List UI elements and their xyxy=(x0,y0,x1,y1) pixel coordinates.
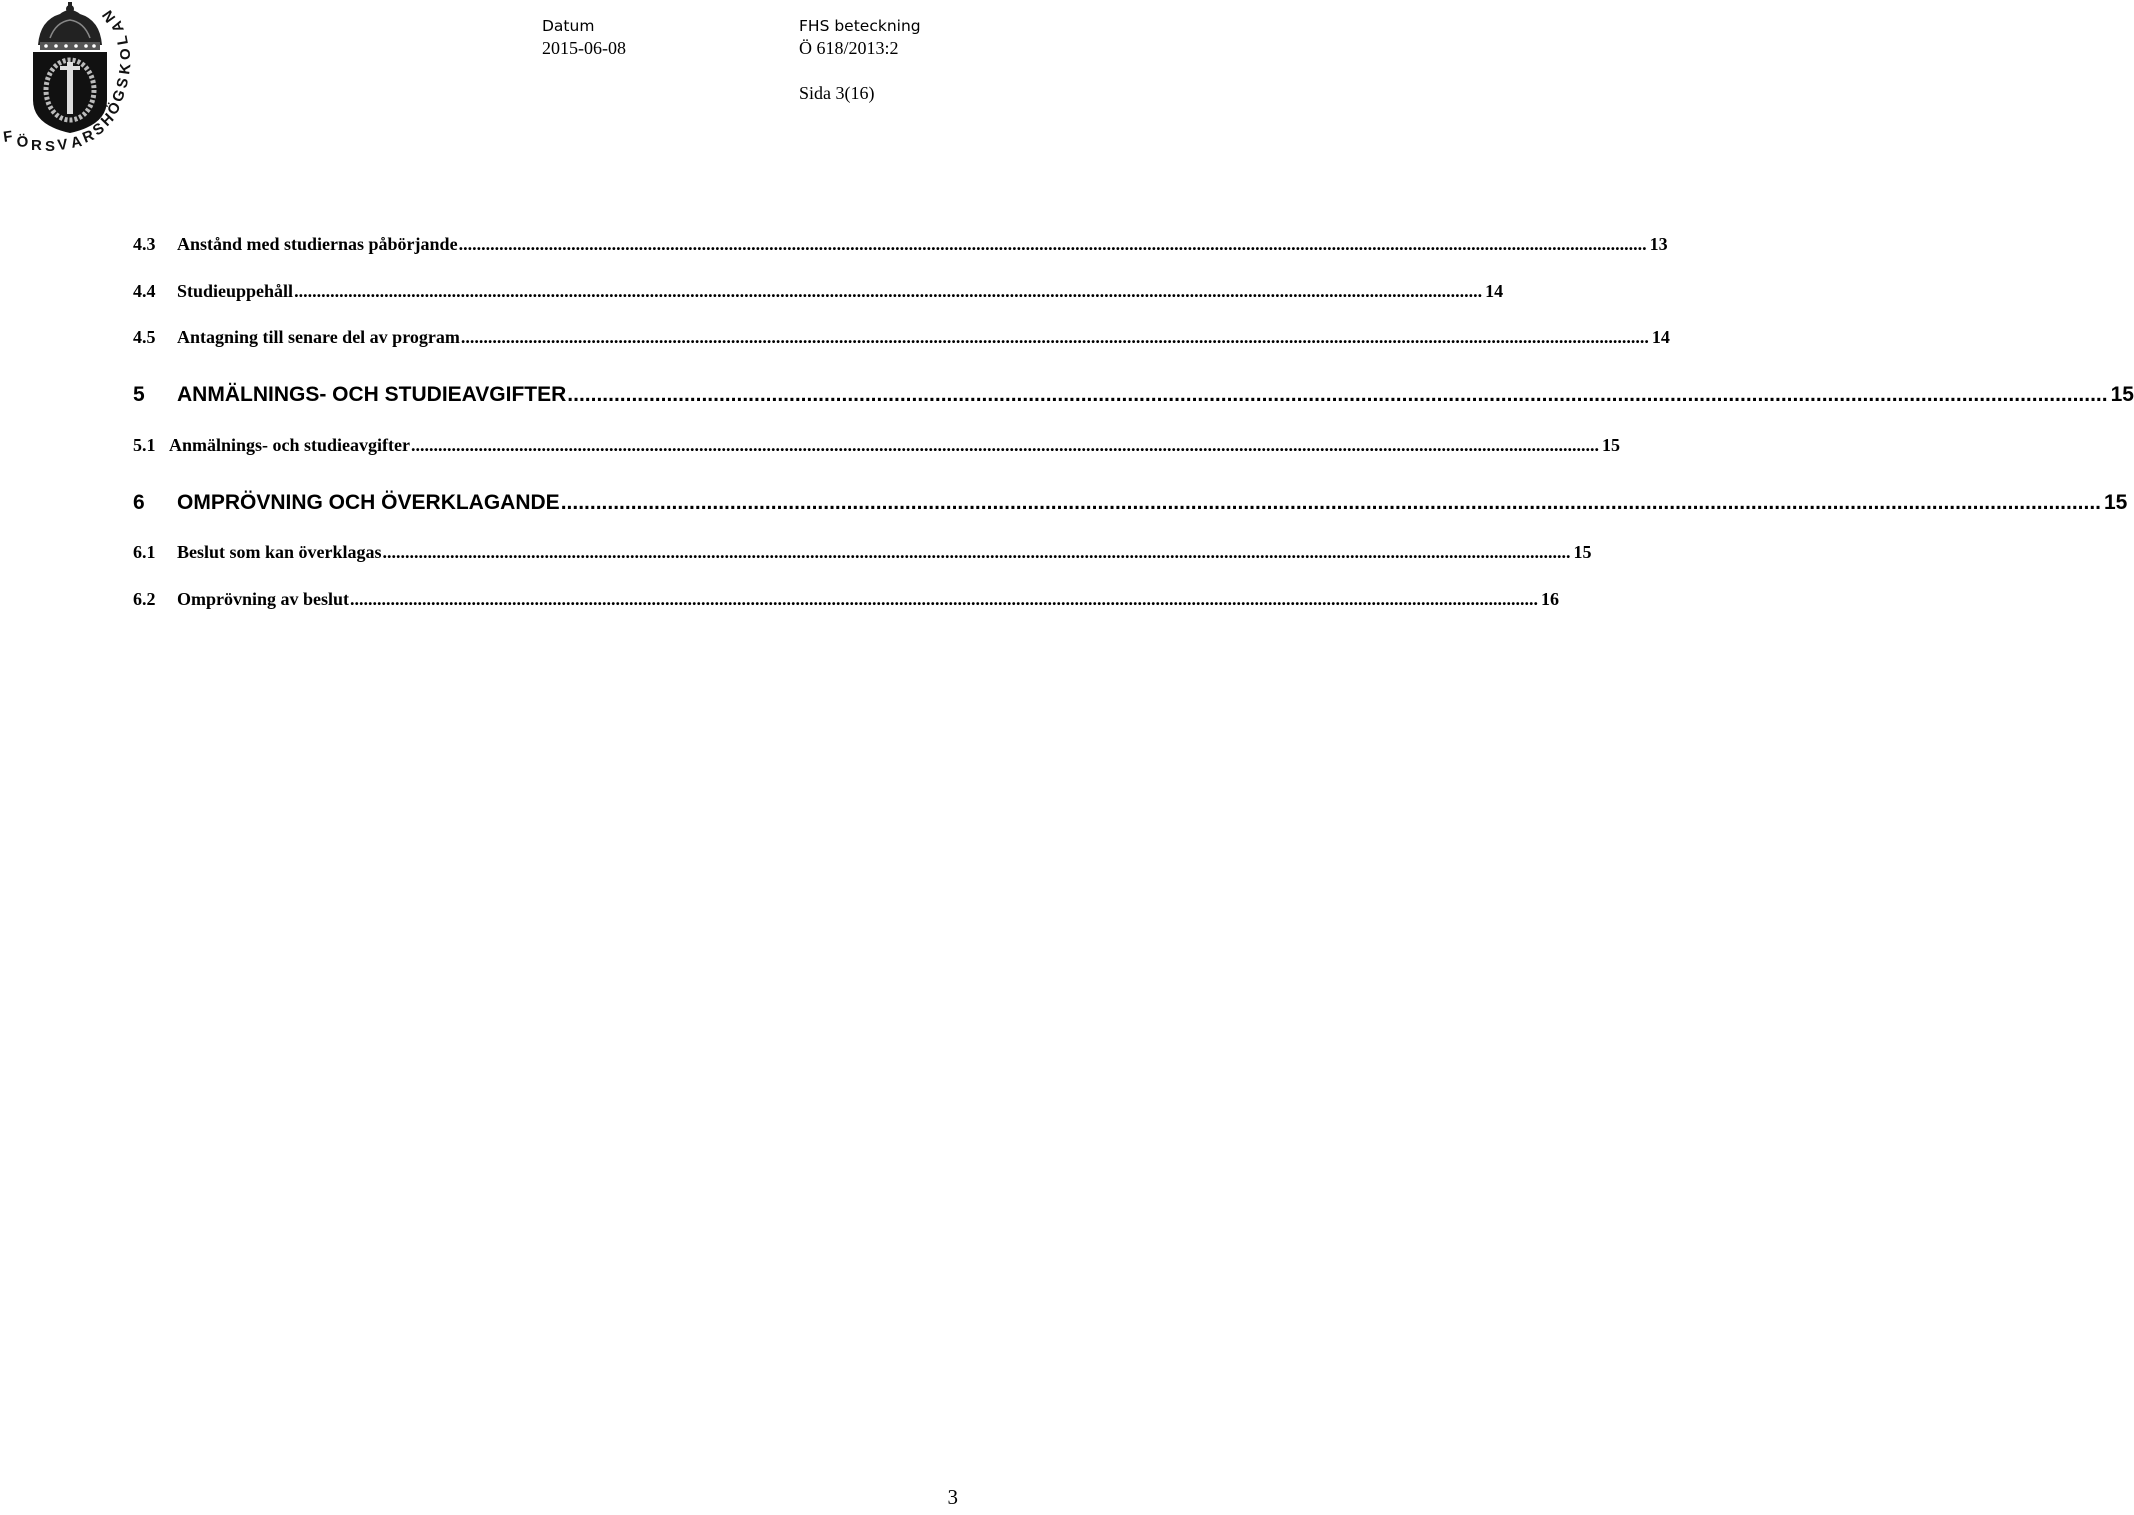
toc-entry-number: 4.5 xyxy=(133,327,156,347)
toc-entry-page: 16 xyxy=(1541,589,1560,609)
toc-leader-dots xyxy=(461,327,1649,348)
svg-text:R: R xyxy=(31,137,42,154)
svg-text:N: N xyxy=(99,6,120,26)
svg-text:L: L xyxy=(113,34,132,47)
toc-leader-dots xyxy=(567,383,2107,407)
reference-label: FHS beteckning xyxy=(799,17,921,35)
fhs-seal-logo xyxy=(0,0,150,162)
svg-text:Ö: Ö xyxy=(16,133,29,151)
toc-leader-dots xyxy=(350,589,1538,610)
svg-text:V: V xyxy=(56,136,69,154)
svg-text:A: A xyxy=(69,133,84,152)
toc-entry-6-2[interactable] xyxy=(133,589,1560,611)
crown-icon xyxy=(38,2,102,50)
toc-entry-page: 15 xyxy=(1602,435,1621,455)
toc-entry-title: OMPRÖVNING OCH ÖVERKLAGANDE xyxy=(177,491,560,514)
toc-entry-number: 6 xyxy=(133,491,145,514)
date-label: Datum xyxy=(542,17,595,35)
toc-entry-number: 4.4 xyxy=(133,281,156,301)
toc-entry-6-1[interactable] xyxy=(133,542,1592,564)
svg-text:S: S xyxy=(45,138,56,155)
svg-text:A: A xyxy=(108,18,128,35)
toc-leader-dots xyxy=(459,234,1647,255)
toc-leader-dots xyxy=(383,542,1571,563)
svg-text:G: G xyxy=(108,87,130,105)
svg-text:R: R xyxy=(80,126,97,147)
toc-entry-title: Omprövning av beslut xyxy=(177,589,350,609)
toc-entry-page: 14 xyxy=(1651,327,1670,347)
svg-text:S: S xyxy=(113,76,133,90)
toc-leader-dots xyxy=(411,435,1599,456)
toc-leader-dots xyxy=(561,491,2101,515)
reference-value: Ö 618/2013:2 xyxy=(799,38,899,58)
toc-entry-4-3[interactable] xyxy=(133,234,1668,256)
toc-entry-5[interactable] xyxy=(133,383,2134,409)
toc-entry-6[interactable] xyxy=(133,491,2128,517)
toc-entry-number: 6.2 xyxy=(133,589,156,609)
toc-entry-title: Anstånd med studiernas påbörjande xyxy=(177,234,458,254)
toc-entry-page: 15 xyxy=(2110,383,2134,406)
svg-text:F: F xyxy=(2,127,14,146)
toc-entry-5-1[interactable] xyxy=(133,435,1621,457)
toc-entry-number: 5.1 xyxy=(133,435,156,455)
page-indicator: Sida 3(16) xyxy=(799,83,875,103)
toc-entry-title: Anmälnings- och studieavgifter xyxy=(169,435,411,455)
toc-entry-title: Beslut som kan överklagas xyxy=(177,542,382,562)
toc-entry-page: 13 xyxy=(1649,234,1668,254)
footer-page-number: 3 xyxy=(947,1485,958,1509)
toc-entry-page: 15 xyxy=(2104,491,2128,514)
toc-entry-4-4[interactable] xyxy=(133,281,1504,303)
toc-entry-title: Antagning till senare del av program xyxy=(177,327,460,347)
svg-text:K: K xyxy=(116,62,135,76)
toc-entry-4-5[interactable] xyxy=(133,327,1670,349)
svg-text:Ö: Ö xyxy=(103,99,125,119)
toc-entry-title: Studieuppehåll xyxy=(177,281,294,301)
toc-entry-number: 4.3 xyxy=(133,234,156,254)
toc-entry-number: 6.1 xyxy=(133,542,156,562)
date-value: 2015-06-08 xyxy=(542,38,626,58)
svg-text:S: S xyxy=(89,119,108,140)
toc-entry-page: 15 xyxy=(1573,542,1592,562)
toc-entry-title: ANMÄLNINGS- OCH STUDIEAVGIFTER xyxy=(177,383,567,406)
toc-entry-number: 5 xyxy=(133,383,145,406)
toc-leader-dots xyxy=(294,281,1482,302)
toc-entry-page: 14 xyxy=(1485,281,1504,301)
svg-text:H: H xyxy=(97,110,118,130)
svg-text:O: O xyxy=(117,48,134,60)
